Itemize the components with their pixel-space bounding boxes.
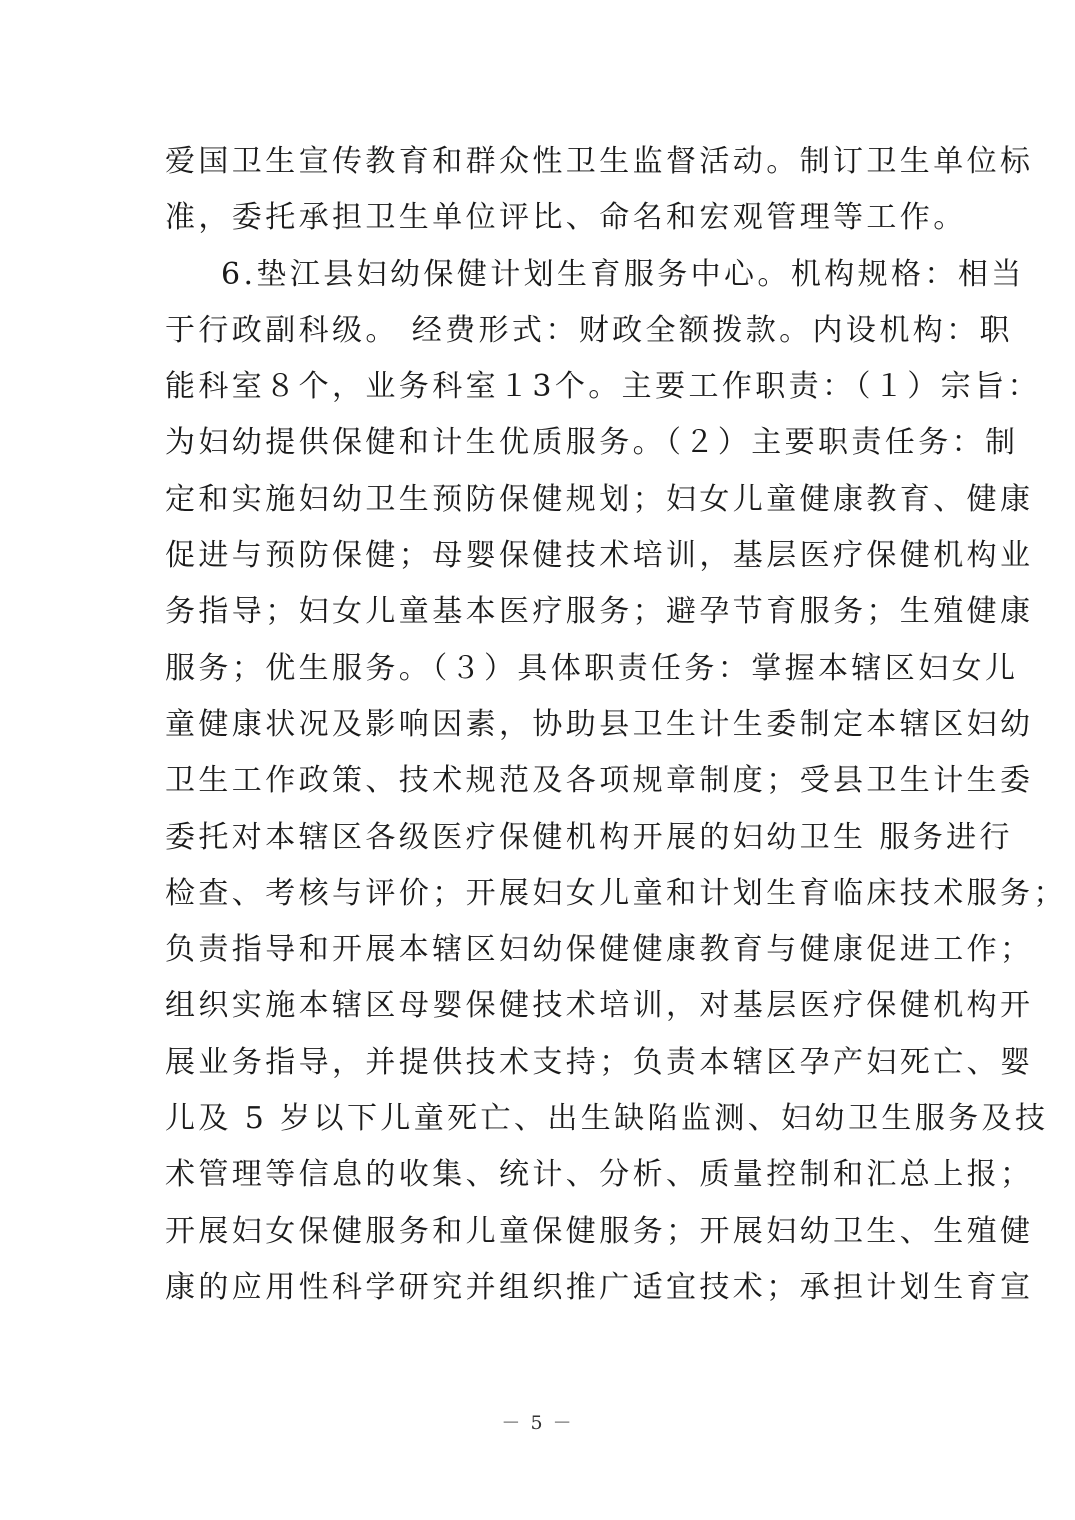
text-line: 开展妇女保健服务和儿童保健服务；开展妇幼卫生、生殖健	[165, 1213, 1034, 1249]
text-line: 展业务指导，并提供技术支持；负责本辖区孕产妇死亡、婴	[165, 1044, 1034, 1080]
text-line: 爱国卫生宣传教育和群众性卫生监督活动。制订卫生单位标	[165, 144, 1034, 179]
text-line: 卫生工作政策、技术规范及各项规章制度；受县卫生计生委	[165, 763, 1034, 799]
text-line: 能科室８个，业务科室１3个。主要工作职责：（１）宗旨：	[165, 369, 1041, 405]
text-line: 促进与预防保健；母婴保健技术培训，基层医疗保健机构业	[165, 538, 1034, 574]
text-line: 康的应用性科学研究并组织推广适宜技术；承担计划生育宣	[165, 1269, 1034, 1305]
text-line: 检查、考核与评价；开展妇女儿童和计划生育临床技术服务；	[165, 875, 1067, 911]
text-line: 委托对本辖区各级医疗保健机构开展的妇幼卫生 服务进行	[165, 819, 1013, 855]
text-line: 组织实施本辖区母婴保健技术培训，对基层医疗保健机构开	[165, 988, 1034, 1024]
text-line: 服务；优生服务。（３）具体职责任务：掌握本辖区妇女儿	[165, 650, 1019, 686]
text-line: 准，委托承担卫生单位评比、命名和宏观管理等工作。	[165, 200, 967, 236]
section-heading-line: 6.垫江县妇幼保健计划生育服务中心。机构规格：相当	[221, 256, 1025, 292]
text-line: 术管理等信息的收集、统计、分析、质量控制和汇总上报；	[165, 1157, 1034, 1193]
text-line: 务指导；妇女儿童基本医疗服务；避孕节育服务；生殖健康	[165, 594, 1034, 630]
page-number: － 5 －	[501, 1412, 574, 1434]
text-line: 定和实施妇幼卫生预防保健规划；妇女儿童健康教育、健康	[165, 481, 1034, 517]
text-line: 于行政副科级。 经费形式：财政全额拨款。内设机构：职	[165, 312, 1013, 348]
text-line: 负责指导和开展本辖区妇幼保健健康教育与健康促进工作；	[165, 932, 1034, 968]
text-line: 为妇幼提供保健和计生优质服务。（２）主要职责任务：制	[165, 425, 1019, 461]
text-line: 儿及 5 岁以下儿童死亡、出生缺陷监测、妇幼卫生服务及技	[165, 1101, 1049, 1137]
body-text	[165, 134, 1067, 1316]
text-line: 童健康状况及影响因素，协助县卫生计生委制定本辖区妇幼	[165, 706, 1034, 742]
